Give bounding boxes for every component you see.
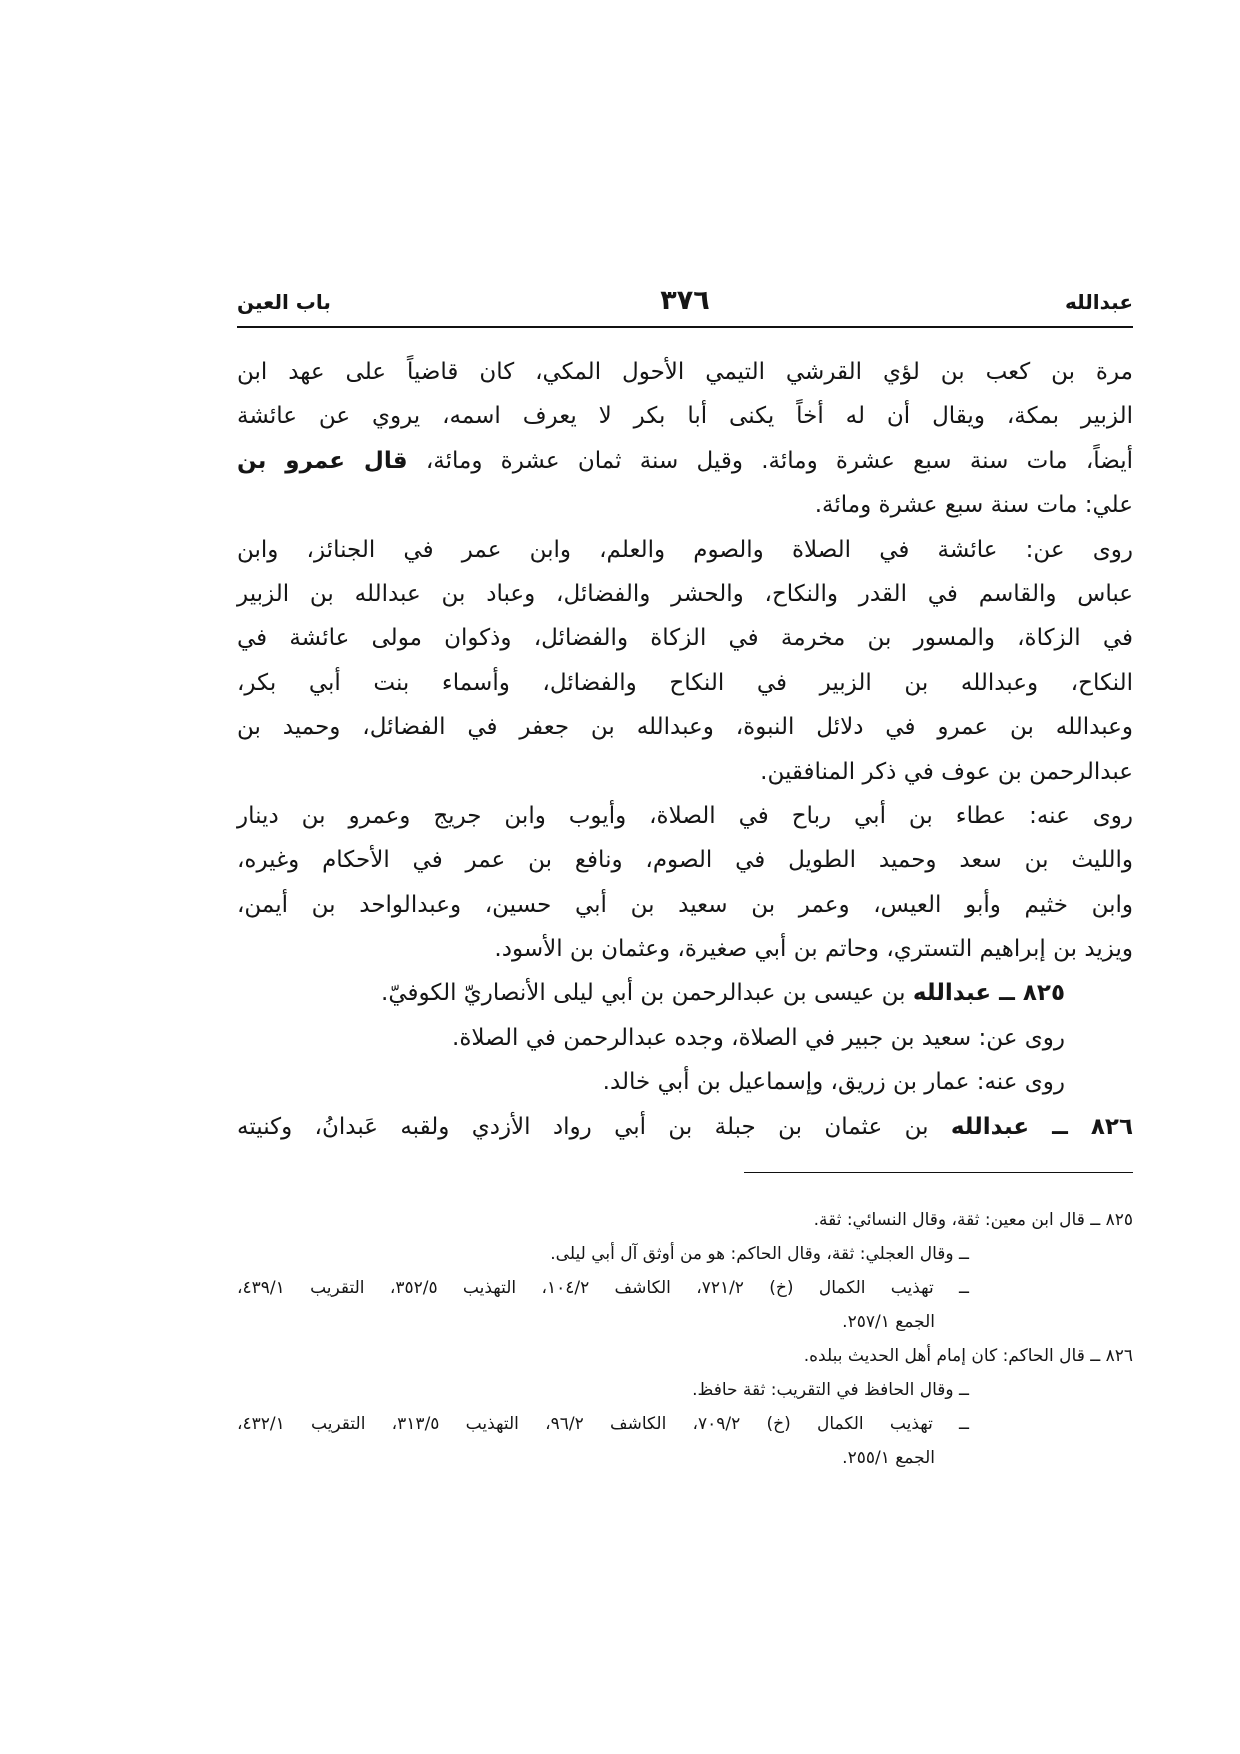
page-number: ٣٧٦ bbox=[660, 285, 710, 316]
text-run: ــ وقال الحافظ في التقريب: ثقة حافظ. bbox=[692, 1380, 969, 1400]
text-run: ويزيد بن إبراهيم التستري، وحاتم بن أبي صغيرة، وعثمان بن الأسود. bbox=[494, 936, 1133, 963]
text-run: بن عثمان بن جبلة بن أبي رواد الأزدي ولقبه عَبدانُ، وكنيته bbox=[237, 1113, 951, 1140]
text-run: ٨٢٦ ــ قال الحاكم: كان إمام أهل الحديث ببلده. bbox=[803, 1346, 1133, 1366]
text-run: مرة بن كعب بن لؤي القرشي التيمي الأحول المكي، كان قاضياً على عهد ابن bbox=[237, 359, 1133, 385]
text-run: وابن خثيم وأبو العيس، وعمر بن سعيد بن أبي حسين، وعبدالواحد بن أيمن، bbox=[237, 891, 1133, 918]
body-line-11 bbox=[237, 794, 1133, 838]
body-line-5 bbox=[237, 528, 1133, 572]
header-entry-title: عبدالله bbox=[1064, 290, 1133, 314]
body-line-15 bbox=[237, 971, 1133, 1015]
text-run: علي: مات سنة سبع عشرة ومائة. bbox=[814, 492, 1133, 519]
body-line-14 bbox=[237, 927, 1133, 971]
body-line-16 bbox=[237, 1016, 1133, 1060]
bold-text-run: ٨٢٥ ــ عبدالله bbox=[912, 980, 1065, 1007]
text-run: ــ تهذيب الكمال (خ) ٧٢١/٢، الكاشف ١٠٤/٢، التهذيب ٣٥٢/٥، التقريب ٤٣٩/١، bbox=[237, 1278, 970, 1298]
footnote-line-3 bbox=[237, 1271, 1133, 1305]
text-run: في الزكاة، والمسور بن مخرمة في الزكاة والفضائل، وذكوان مولى عائشة في bbox=[237, 625, 1133, 652]
body-line-1 bbox=[237, 350, 1133, 394]
text-run: والليث بن سعد وحميد الطويل في الصوم، ونافع بن عمر في الأحكام وغيره، bbox=[237, 847, 1133, 874]
bold-text-run: ٨٢٦ ــ عبدالله bbox=[950, 1113, 1134, 1140]
body-line-13 bbox=[237, 883, 1133, 927]
body-line-17 bbox=[237, 1060, 1133, 1104]
footnote-line-5 bbox=[237, 1339, 1133, 1373]
text-run: روى عن: عائشة في الصلاة والصوم والعلم، وابن عمر في الجنائز، وابن bbox=[237, 536, 1133, 563]
body-line-4 bbox=[237, 483, 1133, 527]
body-line-3 bbox=[237, 439, 1133, 483]
text-run: ــ وقال العجلي: ثقة، وقال الحاكم: هو من أوثق آل أبي ليلى. bbox=[550, 1244, 969, 1264]
body-line-2 bbox=[237, 394, 1133, 438]
body-line-12 bbox=[237, 838, 1133, 882]
text-run: ــ تهذيب الكمال (خ) ٧٠٩/٢، الكاشف ٩٦/٢، التهذيب ٣١٣/٥، التقريب ٤٣٢/١، bbox=[237, 1414, 970, 1434]
text-run: روى عن: سعيد بن جبير في الصلاة، وجده عبدالرحمن في الصلاة. bbox=[452, 1024, 1065, 1051]
footnote-line-6 bbox=[237, 1373, 1133, 1407]
header-chapter-title: باب العين bbox=[237, 290, 331, 314]
footnote-line-2 bbox=[237, 1237, 1133, 1271]
bold-text-run: قال عمرو بن bbox=[237, 447, 408, 474]
text-run: عبدالرحمن بن عوف في ذكر المنافقين. bbox=[760, 758, 1133, 785]
body-line-8 bbox=[237, 661, 1133, 705]
text-run: روى عنه: عمار بن زريق، وإسماعيل بن أبي خالد. bbox=[602, 1069, 1065, 1096]
text-run: وعبدالله بن عمرو في دلائل النبوة، وعبدالله بن جعفر في الفضائل، وحميد بن bbox=[237, 714, 1133, 741]
text-run: الجمع ٢٥٧/١. bbox=[842, 1312, 935, 1332]
body-line-6 bbox=[237, 572, 1133, 616]
body-line-9 bbox=[237, 705, 1133, 749]
footnote-line-7 bbox=[237, 1407, 1133, 1441]
text-run: بن عيسى بن عبدالرحمن بن أبي ليلى الأنصاريّ الكوفيّ. bbox=[381, 980, 913, 1007]
text-run: الزبير بمكة، ويقال أن له أخاً يكنى أبا بكر لا يعرف اسمه، يروي عن عائشة bbox=[237, 403, 1133, 430]
footnote-line-4 bbox=[237, 1305, 1133, 1339]
text-run: عباس والقاسم في القدر والنكاح، والحشر والفضائل، وعباد بن عبدالله بن الزبير bbox=[237, 580, 1133, 607]
text-run: ٨٢٥ ــ قال ابن معين: ثقة، وقال النسائي: ثقة. bbox=[813, 1210, 1133, 1230]
body-line-10 bbox=[237, 750, 1133, 794]
body-line-18 bbox=[237, 1105, 1133, 1149]
footnote-separator bbox=[744, 1172, 1133, 1173]
text-run: أيضاً، مات سنة سبع عشرة ومائة. وقيل سنة ثمان عشرة ومائة، bbox=[407, 447, 1133, 474]
header-rule bbox=[237, 326, 1133, 328]
text-run: النكاح، وعبدالله بن الزبير في النكاح والفضائل، وأسماء بنت أبي بكر، bbox=[237, 669, 1133, 696]
footnotes bbox=[237, 1203, 1133, 1475]
text-run: الجمع ٢٥٥/١. bbox=[842, 1448, 935, 1468]
footnote-line-1 bbox=[237, 1203, 1133, 1237]
body-line-7 bbox=[237, 616, 1133, 660]
running-header bbox=[237, 284, 1133, 320]
text-run: روى عنه: عطاء بن أبي رباح في الصلاة، وأيوب وابن جريج وعمرو بن دينار bbox=[237, 802, 1133, 829]
main-text bbox=[237, 350, 1133, 1149]
footnote-line-8 bbox=[237, 1441, 1133, 1475]
